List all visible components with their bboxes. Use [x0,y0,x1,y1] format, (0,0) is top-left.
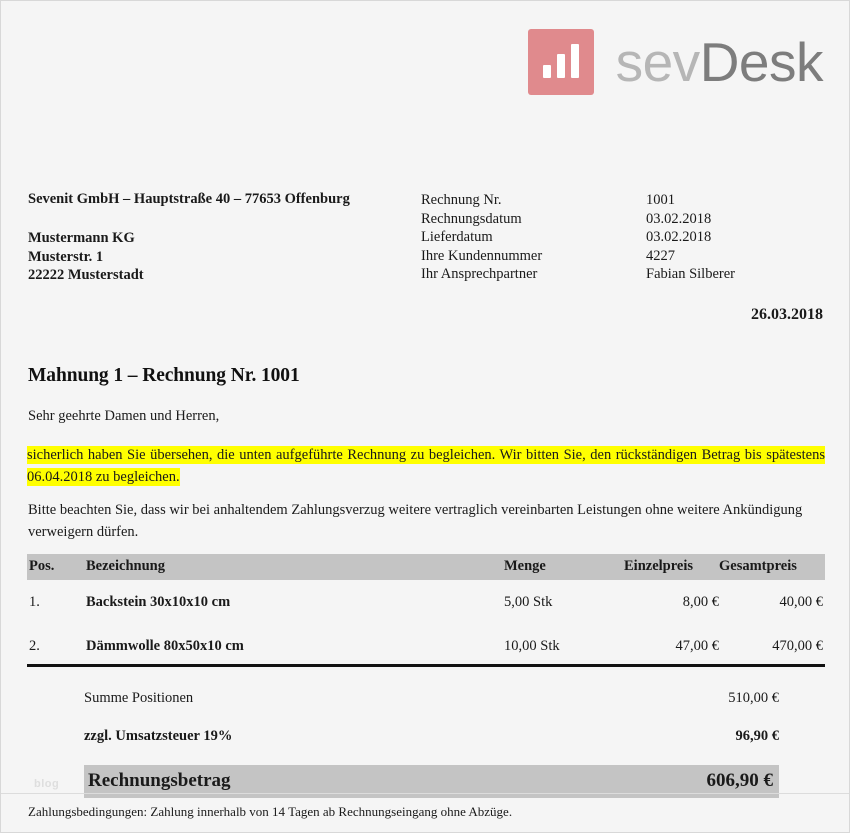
letter-date: 26.03.2018 [751,306,823,323]
column-header-pos: Pos. [27,554,86,580]
totals-label-tax: zzgl. Umsatzsteuer 19% [84,728,233,744]
totals-block [84,684,779,798]
totals-separator-rule [27,664,825,667]
recipient-company: Mustermann KG [28,230,135,246]
invoice-meta-block [421,191,735,284]
table-header-row [27,554,825,580]
totals-label-grand-total: Rechnungsbetrag [88,770,231,791]
payment-delay-note-paragraph: Bitte beachten Sie, dass wir bei anhaltendem Zahlungsverzug weitere vertraglich vereinbarten Leistungen ohne weitere Ankündigung verweigern dürfen. [28,502,803,540]
table-row [27,624,825,668]
payment-terms-footer: Zahlungsbedingungen: Zahlung innerhalb von 14 Tagen ab Rechnungseingang ohne Abzüge. [28,804,513,819]
meta-row-customer-number [421,247,735,266]
cell-unit-price: 8,00 € [682,594,719,610]
totals-value-grand-total: 606,90 € [706,770,773,791]
brand-wordmark [615,30,823,93]
totals-value-subtotal: 510,00 € [728,690,779,706]
meta-row-invoice-date [421,210,735,229]
blog-watermark: blog [34,778,60,790]
meta-label-invoice-number: Rechnung Nr. [421,192,502,208]
meta-value-customer-number: 4227 [646,247,675,264]
meta-label-customer-number: Ihre Kundennummer [421,247,543,264]
recipient-city: 22222 Musterstadt [28,267,144,283]
cell-total-price: 470,00 € [772,638,823,654]
brand-header [528,29,823,95]
cell-description: Dämmwolle 80x50x10 cm [86,638,244,654]
meta-label-contact-person: Ihr Ansprechpartner [421,266,538,282]
recipient-street: Musterstr. 1 [28,248,104,265]
line-items-header [27,554,825,580]
table-row [27,580,825,624]
bar-chart-bar-small [543,65,551,78]
recipient-address-block [28,229,144,285]
page-title: Mahnung 1 – Rechnung Nr. 1001 [28,365,300,386]
highlighted-dunning-paragraph [27,444,825,488]
wordmark-light-part: sev [615,30,700,93]
footer-divider [1,793,849,794]
bar-chart-bar-medium [557,54,565,78]
meta-row-invoice-number [421,191,735,210]
wordmark-dark-part: Desk [699,30,823,93]
column-header-unit-price: Einzelpreis [624,554,719,580]
cell-pos: 1. [29,594,40,610]
totals-label-subtotal: Summe Positionen [84,690,194,706]
column-header-total-price: Gesamtpreis [719,554,825,580]
meta-label-delivery-date: Lieferdatum [421,229,493,245]
bar-chart-bar-large [571,44,579,78]
salutation-text: Sehr geehrte Damen und Herren, [28,408,220,424]
bar-chart-icon [528,29,594,95]
sender-address-line: Sevenit GmbH – Hauptstraße 40 – 77653 Offenburg [28,191,350,207]
totals-row-tax [84,722,779,751]
column-header-description: Bezeichnung [86,554,504,580]
meta-label-invoice-date: Rechnungsdatum [421,210,522,227]
column-header-quantity: Menge [504,554,624,580]
cell-quantity: 5,00 Stk [504,594,553,610]
cell-total-price: 40,00 € [779,594,823,610]
line-items-body [27,580,825,668]
meta-value-invoice-number: 1001 [646,192,675,208]
meta-row-delivery-date [421,228,735,247]
cell-pos: 2. [29,638,40,654]
line-items-table [27,554,825,668]
totals-row-subtotal [84,684,779,713]
meta-value-invoice-date: 03.02.2018 [646,210,712,227]
cell-unit-price: 47,00 € [675,638,719,654]
highlighted-dunning-text: sicherlich haben Sie übersehen, die unten aufgeführte Rechnung zu begleichen. Wir bitten Sie, den rückständigen Betrag bis spätestens 06.04.2018 zu begleichen. [27,447,825,485]
cell-description: Backstein 30x10x10 cm [86,594,231,610]
cell-quantity: 10,00 Stk [504,638,560,654]
meta-value-contact-person: Fabian Silberer [646,266,735,282]
totals-value-tax: 96,90 € [735,728,779,744]
meta-row-contact-person [421,265,735,284]
meta-value-delivery-date: 03.02.2018 [646,229,712,245]
